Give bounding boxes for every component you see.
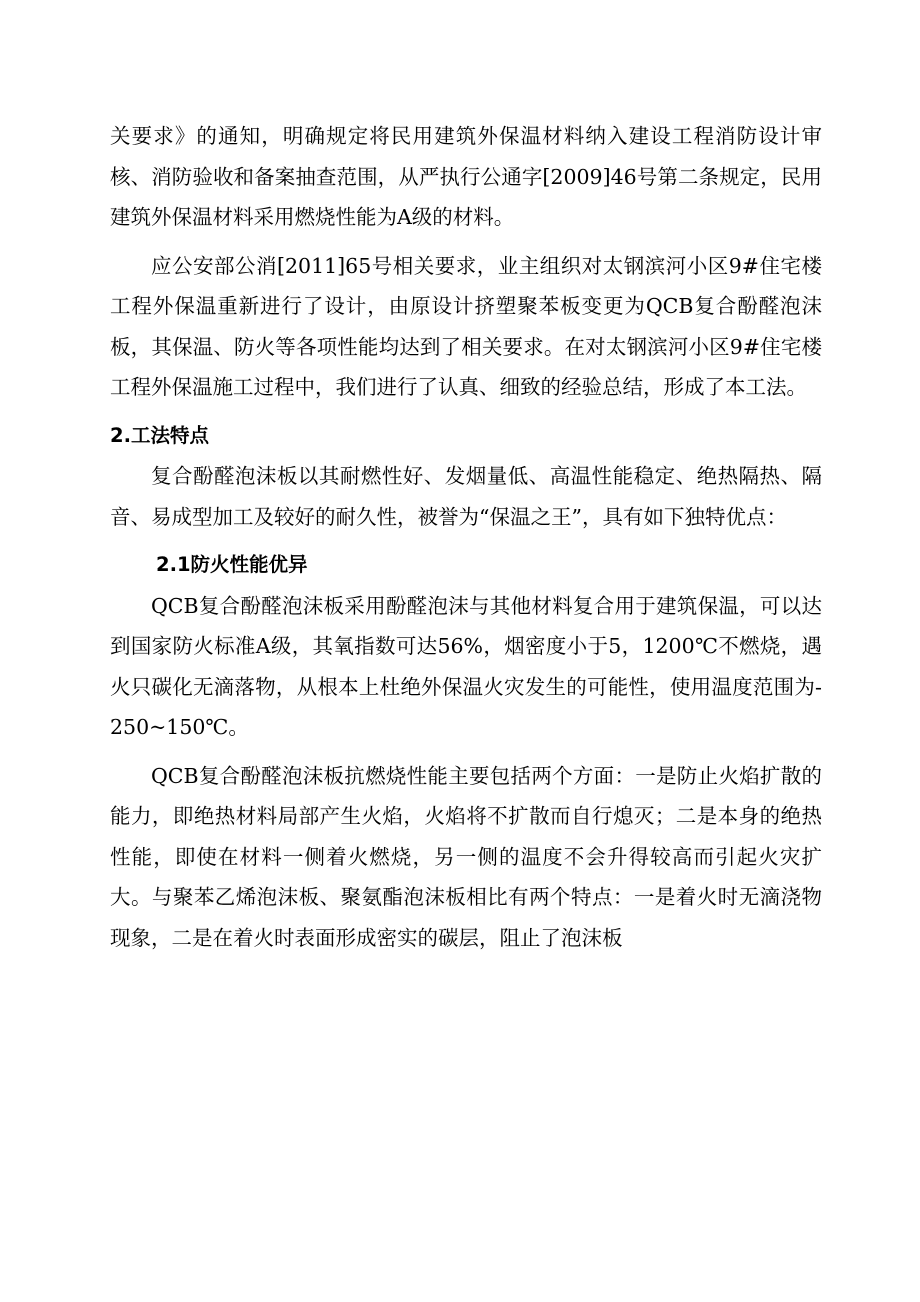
paragraph-gap [110,748,822,756]
paragraph-anti-burning: QCB复合酚醛泡沫板抗燃烧性能主要包括两个方面：一是防止火焰扩散的能力，即绝热材料局部产生火焰，火焰将不扩散而自行熄灭；二是本身的绝热性能，即使在材料一侧着火燃烧，另一侧的温度不会升得较高而引起火灾扩大。与聚苯乙烯泡沫板、聚氨酯泡沫板相比有两个特点：一是着火时无滴浇物现象，二是在着火时表面形成密实的碳层，阻止了泡沫板 [110,763,822,950]
paragraph-features-intro: 复合酚醛泡沫板以其耐燃性好、发烟量低、高温性能稳定、绝热隔热、隔音、易成型加工及较好的耐久性，被誉为“保温之王”，具有如下独特优点： [110,464,822,529]
section-heading-method-features: 2.工法特点 [110,423,209,447]
paragraph-gap [110,238,822,246]
subsection-heading-fire-performance: 2.1防火性能优异 [156,553,308,576]
paragraph-notice-continuation: 关要求》的通知，明确规定将民用建筑外保温材料纳入建设工程消防设计审核、消防验收和备案抽查范围，从严执行公通字[2009]46号第二条规定，民用建筑外保温材料采用燃烧性能为A级的材料。 [110,124,822,229]
paragraph-design-change: 应公安部公消[2011]65号相关要求，业主组织对太钢滨河小区9#住宅楼工程外保温重新进行了设计，由原设计挤塑聚苯板变更为QCB复合酚醛泡沫板，其保温、防火等各项性能均达到了相关要求。在对太钢滨河小区9#住宅楼工程外保温施工过程中，我们进行了认真、细致的经验总结，形成了本工法。 [110,253,822,399]
document-body [110,116,822,958]
paragraph-fire-standard: QCB复合酚醛泡沫板采用酚醛泡沫与其他材料复合用于建筑保温，可以达到国家防火标准A级，其氧指数可达56%，烟密度小于5，1200℃不燃烧，遇火只碳化无滴落物，从根本上杜绝外保温火灾发生的可能性，使用温度范围为-250~150℃。 [110,593,822,739]
